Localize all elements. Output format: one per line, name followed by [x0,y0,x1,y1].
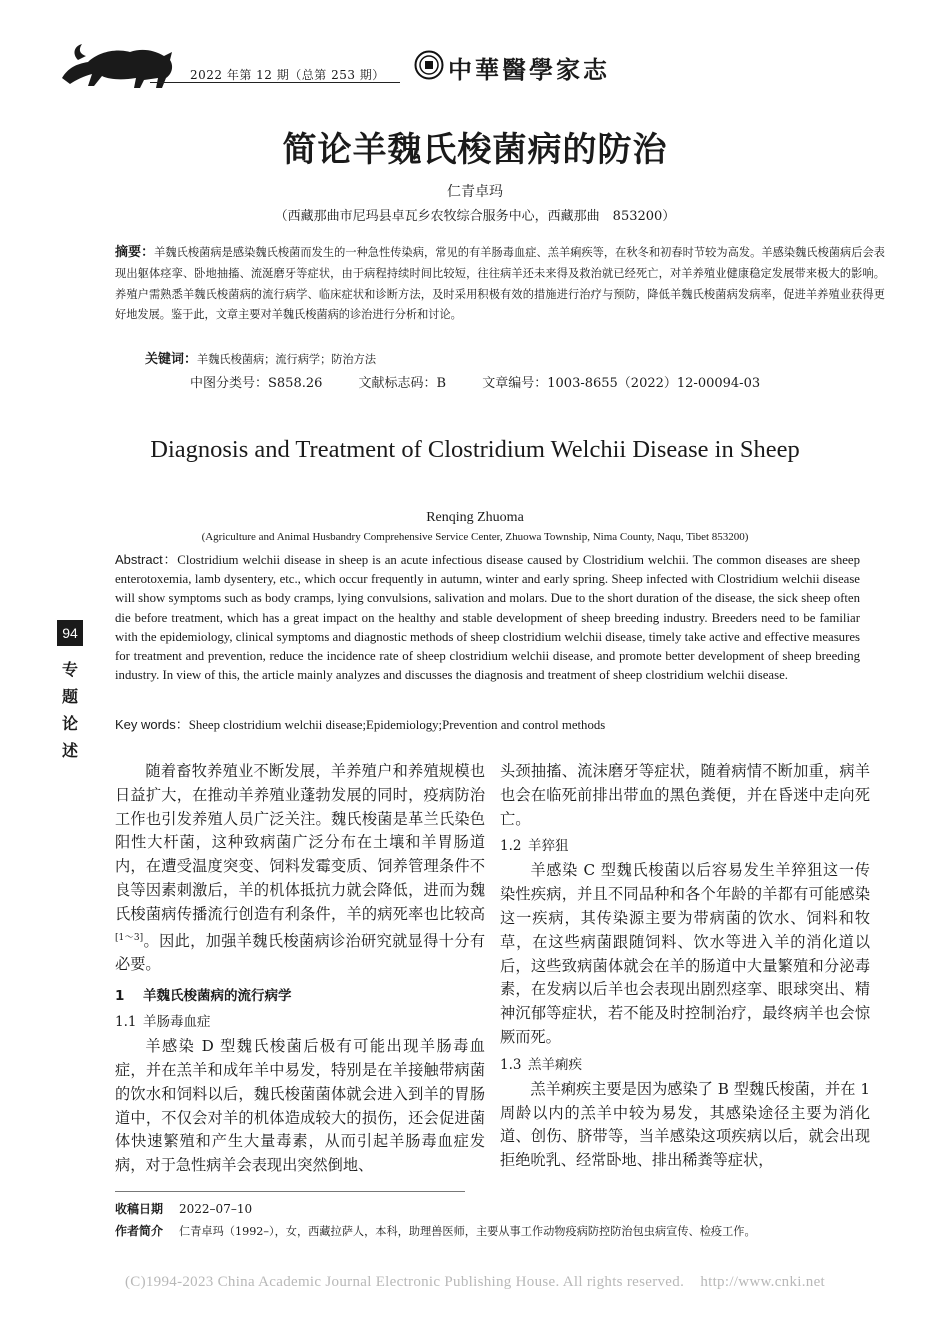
section-char: 述 [61,741,78,760]
section-heading-1 [115,983,485,1009]
abstract-en-label: Abstract： [115,552,178,567]
journal-seal-icon [414,50,444,80]
paragraph-1-1: 羊感染 D 型魏氏梭菌后极有可能出现羊肠毒血症，并在羔羊和成年羊中易发，特别是在羊接触带病菌的饮水和饲料以后，魏氏梭菌菌体就会进入到羊的胃肠道中，不仅会对羊的机体造成较大的损伤，还会促进菌体快速繁殖和产生大量毒素，从而引起羊肠毒血症发病，对于急性病羊会表现出突然倒地、 [115,1037,485,1175]
author-bio [115,1222,756,1239]
clc-number: 中图分类号：S858.26 [190,376,323,391]
article-title-en-text: Diagnosis and Treatment of Clostridium Welchii Disease in Sheep [150,436,800,463]
article-number: 文章编号：1003-8655（2022）12-00094-03 [482,376,761,391]
citation: [1～3] [115,932,144,943]
subsection-title: 羊猝狙 [528,838,569,855]
abstract-en [115,550,860,685]
keywords-en [115,714,605,733]
author-bio-label: 作者简介 [115,1224,164,1238]
affiliation-cn: （西藏那曲市尼玛县卓瓦乡农牧综合服务中心，西藏那曲 853200） [274,209,676,224]
affiliation-en: (Agriculture and Animal Husbandry Comprehensive Service Center, Zhuowa Township, Nima County, Naqu, Tibet 853200) [201,531,749,543]
abstract-cn-text: 羊魏氏梭菌病是感染魏氏梭菌而发生的一种急性传染病，常见的有羊肠毒血症、羔羊痢疾等，在秋冬和初春时节较为高发。羊感染魏氏梭菌病后会表现出躯体痉挛、卧地抽搐、流涎磨牙等症状，由于病程持续时间比较短，往往病羊还未来得及救治就已经死亡，对羊养殖业健康稳定发展带来极大的影响。养殖户需熟悉羊魏氏梭菌病的流行病学、临床症状和诊断方法，及时采用积极有效的措施进行治疗与预防，降低羊魏氏梭菌病发病率，促进羊养殖业获得更好地发展。鉴于此，文章主要对羊魏氏梭菌病的诊治进行分析和讨论。 [115,246,885,322]
section-char: 专 [61,660,78,679]
keywords-cn [145,348,376,367]
issue-info: 2022 年第 12 期（总第 253 期） [190,68,385,82]
keywords-cn-text: 羊魏氏梭菌病；流行病学；防治方法 [197,353,377,366]
intro-paragraph [115,760,485,977]
received-label: 收稿日期 [115,1202,164,1216]
author-en: Renqing Zhuoma [426,510,524,525]
section-char: 题 [61,687,78,706]
body-column-right [500,760,870,1173]
copyright-watermark: (C)1994-2023 China Academic Journal Electronic Publishing House. All rights reserved. http://www.cnki.net [124,1274,826,1290]
article-title-en [0,432,950,468]
received-value: 2022–07–10 [179,1202,253,1216]
abstract-cn-label: 摘要： [115,245,155,260]
intro-text: 随着畜牧养殖业不断发展，羊养殖户和养殖规模也日益扩大，在推动羊养殖业蓬勃发展的同时，疫病防治工作也引发养殖人员广泛关注。魏氏梭菌是革兰氏染色阳性大杆菌，这种致病菌广泛分布在土壤和羊胃肠道内，在遭受温度突变、饲料发霉变质、饲养管理条件不良等因素刺激后，羊的机体抵抗力就会降低，进而为魏氏梭菌病传播流行创造有利条件，羊的病死率也比较高 [115,762,485,923]
keywords-en-text: Sheep clostridium welchii disease;Epidemiology;Prevention and control methods [188,718,606,732]
section-char: 论 [61,714,78,733]
subsection-number: 1.2 [500,838,522,855]
paragraph-1-2: 羊感染 C 型魏氏梭菌以后容易发生羊猝狙这一传染性疾病，并且不同品种和各个年龄的羊都有可能感染这一疾病，其传染源主要为带病菌的饮水、饲料和牧草，在这些病菌跟随饲料、饮水等进入羊的消化道以后，这些致病菌体就会在羊的肠道中大量繁殖和分泌毒素，在发病以后羊也会表现出剧烈痉挛、眼球突出、精神沉郁等症状，若不能及时控制治疗，最终病羊也会惊厥而死。 [500,861,870,1046]
subsection-heading-1-2 [500,833,870,859]
classification-line [190,372,790,391]
subsection-title: 羊肠毒血症 [143,1014,211,1031]
subsection-number: 1.3 [500,1056,522,1073]
document-code: 文献标志码：B [358,376,447,391]
abstract-en-text: Clostridium welchii disease in sheep is an acute infectious disease caused by Clostridium welchii. The common diseases are sheep enterotoxemia, lamb dysentery, etc., which occur frequently in autumn, winter and early spring. Sheep infected with Clostridium welchii disease will show symptoms such as body cramps, lying convulsions, salivation and molars. Due to the short duration of the disease, the sick sheep often die before treatment, which has a great impact on the healthy and stable development of sheep breeding industry. Breeders need to be familiar with the epidemiology, clinical symptoms and diagnostic methods of sheep clostridium welchii disease, timely take active and effective measures for treatment and prevention, reduce the incidence rate of sheep clostridium welchii disease, and promote better development of sheep breeding industry. In view of this, the article mainly analyzes and discusses the diagnosis and treatment of sheep clostridium welchii disease. [115,553,860,683]
section-number: 1 [115,988,125,1005]
intro-text-end: 。因此，加强羊魏氏梭菌病诊治研究就显得十分有必要。 [115,931,486,974]
journal-name: 中華醫學家志 [448,55,610,84]
author-cn: 仁青卓玛 [447,184,503,200]
header-rule [150,82,400,83]
article-title-cn: 简论羊魏氏梭菌病的防治 [282,130,668,170]
body-column-left [115,760,485,1178]
keywords-cn-label: 关键词： [145,352,198,367]
section-title: 羊魏氏梭菌病的流行病学 [143,988,292,1005]
paragraph-1-3: 羔羊痢疾主要是因为感染了 B 型魏氏梭菌，并在 1 周龄以内的羔羊中较为易发，其感染途径主要为消化道、创伤、脐带等，当羊感染这项疾病以后，就会出现拒绝吮乳、经常卧地、排出稀粪等症状， [500,1079,870,1170]
keywords-en-label: Key words： [115,717,189,732]
page-number: 94 [57,620,83,646]
subsection-heading-1-3 [500,1052,870,1078]
author-bio-text: 仁青卓玛（1992–），女，西藏拉萨人，本科，助理兽医师，主要从事工作动物疫病防控防治包虫病宣传、检疫工作。 [179,1225,756,1238]
paragraph-1-1-continued: 头颈抽搐、流沫磨牙等症状，随着病情不断加重，病羊也会在临死前排出带血的黑色粪便，并在昏迷中走向死亡。 [500,762,870,828]
subsection-title: 羔羊痢疾 [528,1056,582,1073]
subsection-number: 1.1 [115,1014,137,1031]
abstract-cn [115,243,885,326]
received-date [115,1200,252,1217]
section-label-vertical [58,656,82,764]
subsection-heading-1-1 [115,1009,485,1035]
footnote-rule [115,1191,465,1192]
